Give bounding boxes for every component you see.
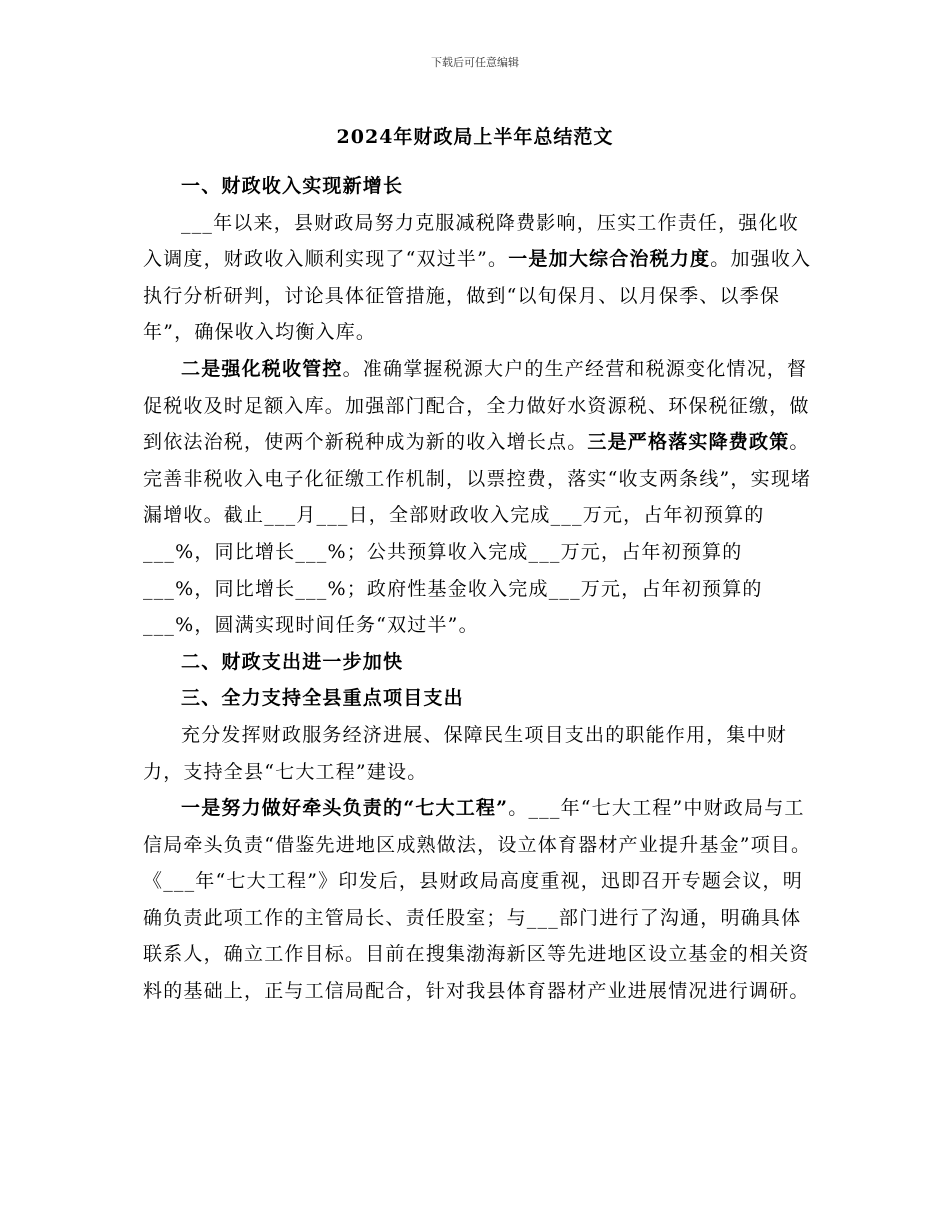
paragraph-text: 。准确掌握税源大户的生产经营和税源变化情况，督促税收及时足额入库。加强部门配合，全力做好水资源税、环保税征缴，做到依法治税，使两个新税种成为新的收入增长点。 [143, 357, 810, 454]
section-1-paragraph-1 [143, 205, 813, 351]
header-note: 下载后可任意编辑 [431, 56, 519, 69]
bold-phrase: 三是严格落实降费政策 [587, 431, 790, 454]
paragraph-text: 。完善非税收入电子化征缴工作机制，以票控费，落实“收支两条线”，实现堵漏增收。截止___月___日，全部财政收入完成___万元，占年初预算的___%，同比增长___%；公共预算收入完成___万元，占年初预算的___%，同比增长___%；政府性基金收入完成___万元，占年初预算的___%，圆满实现时间任务“双过半”。 [143, 431, 812, 637]
bold-phrase: 一是努力做好牵头负责的“七大工程” [181, 797, 509, 820]
section-3-paragraph-1: 充分发挥财政服务经济进展、保障民生项目支出的职能作用，集中财力，支持全县“七大工程”建设。 [143, 723, 788, 783]
section-3-paragraph-2 [143, 790, 813, 1010]
paragraph-text: ___年以来，县财政局努力克服减税降费影响，压实工作责任，强化收入调度，财政收入顺利实现了“双过半”。 [143, 211, 799, 271]
paragraph-text: 。加强收入执行分析研判，讨论具体征管措施，做到“以旬保月、以月保季、以季保年”，确保收入均衡入库。 [143, 248, 812, 344]
section-3-heading: 三、全力支持全县重点项目支出 [181, 687, 464, 710]
bold-phrase: 一是加大综合治税力度 [508, 248, 711, 271]
section-1-paragraph-2 [143, 351, 813, 644]
section-1-heading: 一、财政收入实现新增长 [181, 175, 404, 197]
bold-phrase: 二是强化税收管控 [181, 357, 343, 380]
section-2-heading: 二、财政支出进一步加快 [181, 650, 404, 673]
document-title: 2024年财政局上半年总结范文 [336, 126, 614, 148]
document-body [143, 168, 813, 1010]
paragraph-text: 。___年“七大工程”中财政局与工信局牵头负责“借鉴先进地区成熟做法，设立体育器材产业提升基金”项目。《___年“七大工程”》印发后，县财政局高度重视，迅即召开专题会议，明确负责此项工作的主管局长、责任股室；与___部门进行了沟通，明确具体联系人，确立工作目标。目前在搜集渤海新区等先进地区设立基金的相关资料的基础上，正与工信局配合，针对我县体育器材产业进展情况进行调研。 [143, 797, 812, 1003]
